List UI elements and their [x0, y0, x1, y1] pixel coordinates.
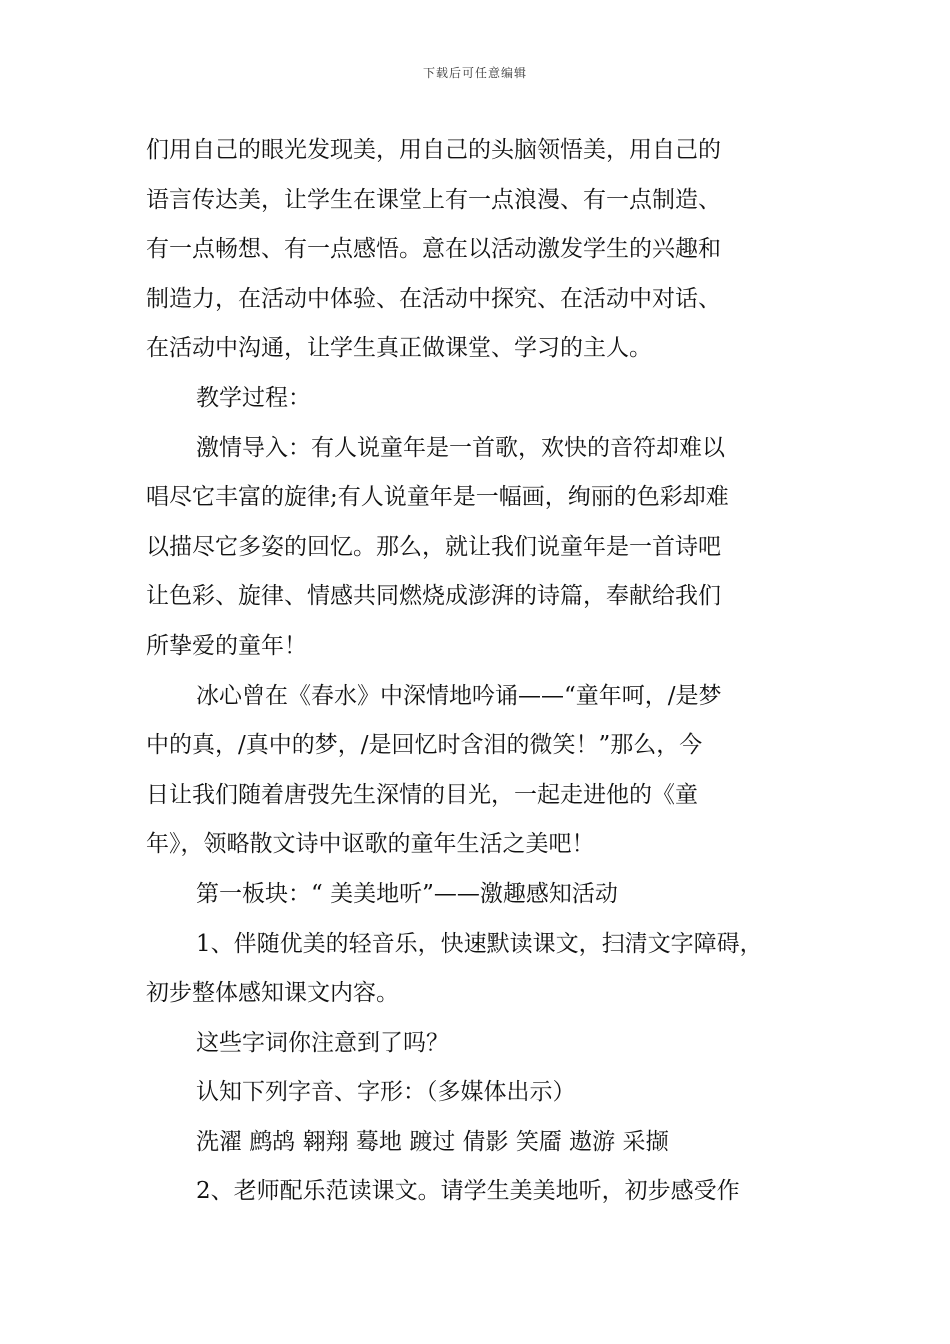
document-body [146, 126, 826, 1217]
text-line: 第一板块：“ 美美地听”——激趣感知活动 [196, 880, 618, 907]
text-line: 以描尽它多姿的回忆。那么，就让我们说童年是一首诗吧 [146, 533, 721, 560]
text-line: 让色彩、旋律、情感共同燃烧成澎湃的诗篇，奉献给我们 [146, 583, 721, 610]
page-header: 下载后可任意编辑 [422, 66, 527, 80]
text-line: 唱尽它丰富的旋律;有人说童年是一幅画，绚丽的色彩却难 [146, 484, 729, 511]
text-line: 这些字词你注意到了吗？ [196, 1029, 449, 1056]
text-line: 在活动中沟通，让学生真正做课堂、学习的主人。 [146, 335, 652, 362]
text-line: 所挚爱的童年！ [146, 632, 307, 659]
text-line: 年》，领略散文诗中讴歌的童年生活之美吧！ [146, 831, 595, 858]
text-line: 激情导入：有人说童年是一首歌，欢快的音符却难以 [196, 434, 725, 461]
text-line: 2、老师配乐范读课文。请学生美美地听，初步感受作 [196, 1178, 740, 1205]
text-line: 们用自己的眼光发现美，用自己的头脑领悟美，用自己的 [146, 137, 721, 163]
text-line: 初步整体感知课文内容。 [146, 980, 399, 1007]
text-line: 中的真，/真中的梦，/是回忆时含泪的微笑！”那么，今 [146, 732, 703, 759]
text-line: 冰心曾在《春水》中深情地吟诵——“童年呵，/是梦 [196, 682, 722, 709]
text-line: 有一点畅想、有一点感悟。意在以活动激发学生的兴趣和 [146, 236, 721, 263]
text-line: 日让我们随着唐弢先生深情的目光，一起走进他的《童 [146, 781, 698, 808]
text-line: 语言传达美，让学生在课堂上有一点浪漫、有一点制造、 [146, 186, 721, 213]
text-line: 洗濯 鹧鸪 翱翔 蓦地 踱过 倩影 笑靥 遨游 采撷 [196, 1128, 669, 1155]
text-line: 认知下列字音、字形：（多媒体出示） [196, 1079, 576, 1106]
text-line: 1、伴随优美的轻音乐，快速默读课文，扫清文字障碍， [196, 930, 763, 957]
text-line: 制造力，在活动中体验、在活动中探究、在活动中对话、 [146, 285, 721, 312]
text-line: 教学过程： [196, 384, 311, 411]
